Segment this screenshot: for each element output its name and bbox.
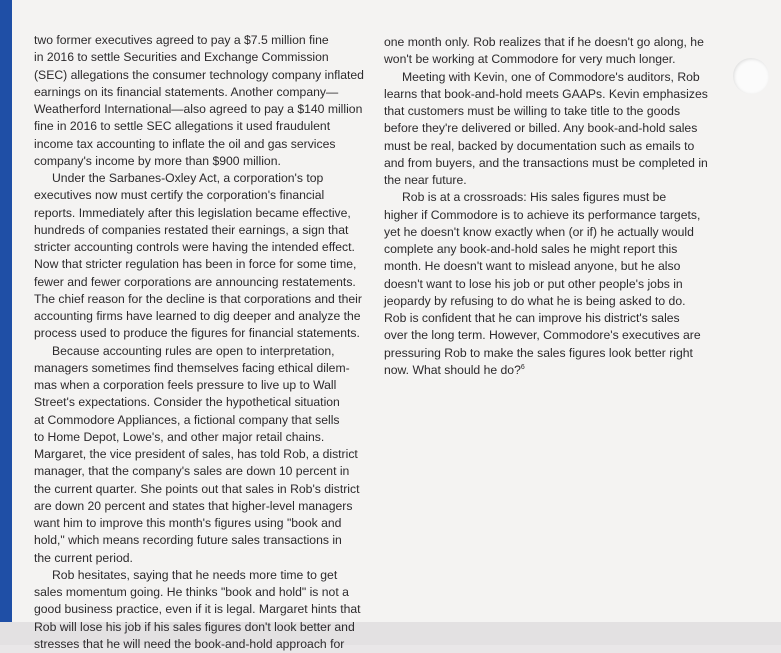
text-line: manager, that the company's sales are down 10 percent in [34, 464, 350, 479]
text-line: good business practice, even if it is legal. Margaret hints that [34, 602, 361, 617]
text-line: and from buyers, and the transactions must be completed in [384, 155, 708, 170]
text-line: mas when a corporation feels pressure to live up to Wall [34, 378, 337, 392]
text-line: (SEC) allegations the consumer technology company inflated [34, 67, 364, 82]
paragraph-rob-hesitates [34, 567, 364, 653]
text-line [384, 362, 716, 379]
text-line: Weatherford International—also agreed to pay a $140 million [34, 102, 363, 116]
text-line: the current quarter. She points out that sales in Rob's district [34, 481, 360, 496]
text-line: earnings on its financial statements. Another company— [34, 84, 339, 99]
text-line: Street's expectations. Consider the hypothetical situation [34, 395, 340, 410]
text-line: won't be working at Commodore for very much longer. [384, 52, 676, 67]
book-spine-edge [0, 0, 12, 622]
text-line: reports. Immediately after this legislation became effective, [34, 205, 351, 220]
text-line: Rob will lose his job if his sales figures don't look better and [34, 619, 355, 634]
text-line: stresses that he will need the book-and-hold approach for [34, 636, 345, 651]
paragraph-ethical-dilemmas [34, 343, 364, 567]
text-line: accounting firms have learned to dig deeper and analyze the [34, 309, 361, 323]
text-line: sales momentum going. He thinks "book and hold" is not a [34, 585, 349, 599]
text-line: higher if Commodore is to achieve its performance targets, [384, 207, 701, 222]
text-line: hold," which means recording future sales transactions in [34, 533, 342, 548]
text-line: fewer and fewer corporations are announcing restatements. [34, 274, 356, 289]
text-line: in 2016 to settle Securities and Exchange Commission [34, 50, 329, 65]
text-line: the near future. [384, 173, 467, 187]
text-line: at Commodore Appliances, a fictional company that sells [34, 412, 340, 427]
text-line: Rob is at a crossroads: His sales figures must be [402, 190, 667, 205]
text-line: company's income by more than $900 million. [34, 153, 281, 168]
text-line: two former executives agreed to pay a $7.5 million fine [34, 33, 329, 47]
text-line: that customers must be willing to take title to the goods [384, 104, 681, 118]
text-line: are down 20 percent and states that higher-level managers [34, 498, 353, 513]
paragraph-fines [34, 32, 364, 170]
text-line: fine in 2016 to settle SEC allegations it used fraudulent [34, 119, 331, 134]
left-text-column [34, 32, 364, 653]
text-line: Meeting with Kevin, one of Commodore's auditors, Rob [402, 69, 700, 84]
text-line: stricter accounting controls were having the intended effect. [34, 240, 355, 254]
text-line: month. He doesn't want to mislead anyone, but he also [384, 259, 681, 274]
text-line: over the long term. However, Commodore's executives are [384, 328, 701, 343]
text-line: Rob hesitates, saying that he needs more time to get [52, 567, 338, 582]
text-line: the current period. [34, 550, 133, 565]
text-line: managers sometimes find themselves facing ethical dilem- [34, 360, 350, 375]
text-line: Now that stricter regulation has been in force for some time, [34, 257, 357, 272]
paragraph-kevin-auditor [384, 69, 716, 190]
binder-hole [733, 58, 769, 94]
text-line: The chief reason for the decline is that corporations and their [34, 291, 362, 306]
text-line: hundreds of companies restated their earnings, a sign that [34, 222, 349, 237]
text-line: jeopardy by refusing to do what he is being asked to do. [384, 293, 686, 308]
text-line: Rob is confident that he can improve his district's sales [384, 311, 680, 325]
final-question: now. What should he do? [384, 362, 521, 377]
paragraph-sarbanes-oxley [34, 170, 364, 343]
text-line: one month only. Rob realizes that if he doesn't go along, he [384, 35, 704, 49]
footnote-marker: 6 [520, 363, 525, 371]
text-line: to Home Depot, Lowe's, and other major retail chains. [34, 429, 325, 444]
text-line: executives now must certify the corporation's financial [34, 188, 325, 203]
paragraph-one-month [384, 34, 716, 69]
text-line: Because accounting rules are open to interpretation, [52, 343, 335, 358]
text-line: yet he doesn't know exactly when (or if) he actually would [384, 224, 694, 239]
text-line: doesn't want to lose his job or put other people's jobs in [384, 276, 683, 291]
text-line: income tax accounting to inflate the oil and gas services [34, 136, 336, 151]
text-line: learns that book-and-hold meets GAAPs. Kevin emphasizes [384, 86, 708, 101]
text-line: Under the Sarbanes-Oxley Act, a corporation's top [52, 171, 324, 185]
text-line: Margaret, the vice president of sales, has told Rob, a district [34, 447, 358, 461]
text-line: complete any book-and-hold sales he might report this [384, 242, 678, 256]
text-line: process used to produce the figures for financial statements. [34, 326, 360, 341]
text-line: pressuring Rob to make the sales figures look better right [384, 345, 693, 360]
right-text-column [384, 34, 716, 379]
text-line: want him to improve this month's figures using "book and [34, 516, 342, 530]
paragraph-crossroads [384, 189, 716, 379]
text-line: before they're delivered or billed. Any book-and-hold sales [384, 121, 698, 136]
text-line: must be real, backed by documentation such as emails to [384, 138, 695, 153]
